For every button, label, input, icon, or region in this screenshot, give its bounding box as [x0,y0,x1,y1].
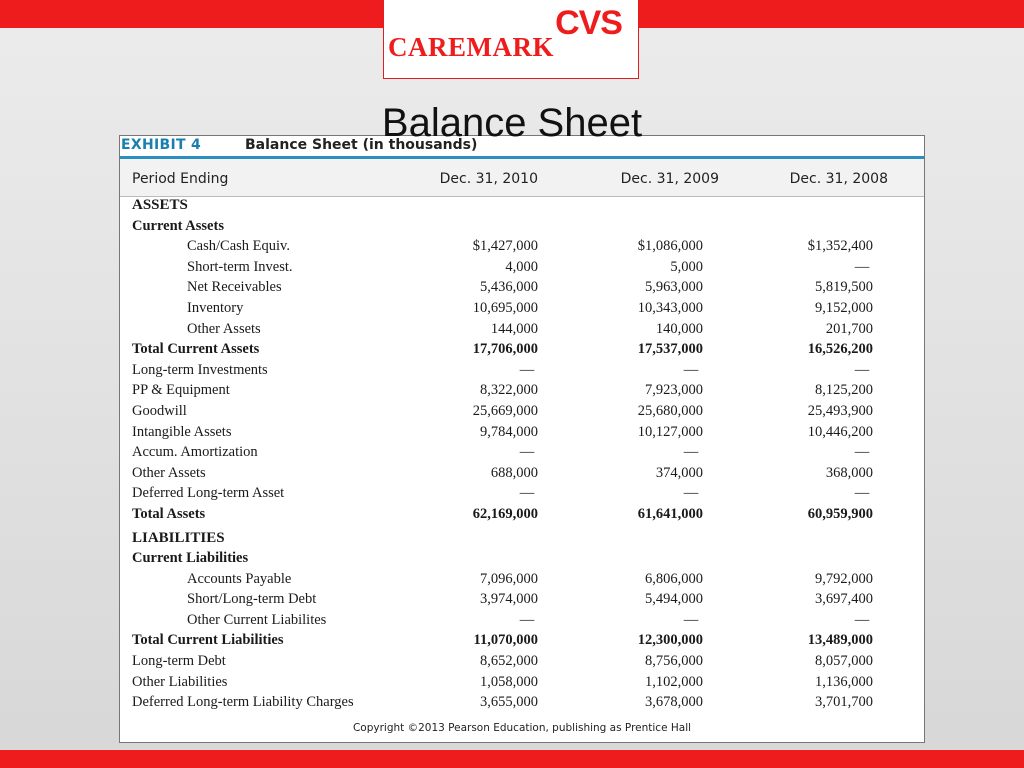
value-2010: 9,784,000 [480,423,538,440]
value-2009: 374,000 [655,464,703,481]
table-row [120,236,924,257]
table-row [120,277,924,298]
value-2009: 140,000 [655,320,703,337]
total-row [120,504,924,525]
row-label: Deferred Long-term Asset [132,485,285,502]
value-2008: — [854,611,870,628]
row-label: Other Assets [132,464,206,481]
value-2010: — [519,361,535,378]
table-row [120,672,924,693]
value-2009: — [683,361,699,378]
value-2010: — [519,444,535,461]
value-2009: 61,641,000 [637,505,703,522]
value-2008: 13,489,000 [807,632,873,649]
period-label: Period Ending [132,171,229,187]
value-2008: 201,700 [825,320,873,337]
value-2009: 6,806,000 [645,570,703,587]
row-label: Net Receivables [187,279,282,296]
row-label: Inventory [187,299,244,316]
subsection-current-assets [120,216,924,237]
value-2010: 144,000 [490,320,538,337]
value-2009: 10,343,000 [637,299,703,316]
slide-title: Balance Sheet [381,101,643,145]
period-2010: Dec. 31, 2010 [439,171,538,187]
value-2008: — [854,361,870,378]
value-2008: 5,819,500 [815,279,873,296]
value-2010: 688,000 [490,464,538,481]
table-row [120,442,924,463]
section-heading-assets [120,195,924,216]
value-2008: — [854,444,870,461]
table-row [120,483,924,504]
value-2010: 10,695,000 [472,299,538,316]
table-row [120,589,924,610]
row-label: Total Current Assets [132,341,260,358]
value-2008: 10,446,200 [807,423,873,440]
row-label: Accounts Payable [187,570,292,587]
value-2010: $1,427,000 [472,238,538,255]
value-2008: 1,136,000 [815,673,873,690]
logo-caremark-text: CAREMARK [388,32,554,62]
value-2010: — [519,485,535,502]
value-2010: — [519,611,535,628]
copyright-notice: Copyright ©2013 Pearson Education, publishing as Prentice Hall [352,722,692,734]
table-row [120,651,924,672]
value-2010: 4,000 [505,258,538,275]
row-label: Intangible Assets [132,423,232,440]
row-label: PP & Equipment [132,382,230,399]
value-2009: — [683,611,699,628]
value-2008: $1,352,400 [807,238,873,255]
balance-sheet-rows [120,195,924,713]
value-2010: 5,436,000 [480,279,538,296]
value-2009: 25,680,000 [637,402,703,419]
row-label: Cash/Cash Equiv. [187,238,290,255]
value-2009: $1,086,000 [637,238,703,255]
value-2009: 5,494,000 [645,591,703,608]
subsection-label: Current Liabilities [132,550,249,567]
table-row [120,380,924,401]
table-row [120,257,924,278]
subsection-current-liabilities [120,548,924,569]
table-row [120,319,924,340]
table-row [120,610,924,631]
row-label: Short/Long-term Debt [187,591,317,608]
table-row [120,422,924,443]
period-2008: Dec. 31, 2008 [789,171,888,187]
value-2010: 8,652,000 [480,653,538,670]
value-2009: 8,756,000 [645,653,703,670]
table-row [120,692,924,713]
value-2010: 1,058,000 [480,673,538,690]
section-label: LIABILITIES [132,529,225,546]
row-label: Goodwill [132,402,187,419]
total-row [120,630,924,651]
balance-sheet-exhibit [119,135,925,743]
value-2010: 7,096,000 [480,570,538,587]
bottom-red-bar [0,750,1024,768]
row-label: Long-term Investments [132,361,268,378]
value-2008: 25,493,900 [807,402,873,419]
value-2010: 11,070,000 [473,632,538,649]
logo-cvs-text: CVS [555,4,622,42]
row-label: Deferred Long-term Liability Charges [132,694,354,711]
row-label: Accum. Amortization [132,444,258,461]
exhibit-label: EXHIBIT 4 [121,137,202,153]
table-row [120,360,924,381]
value-2008: 60,959,900 [807,505,873,522]
value-2009: 12,300,000 [637,632,703,649]
value-2009: 10,127,000 [637,423,703,440]
row-label: Total Assets [132,505,206,522]
row-label: Long-term Debt [132,653,226,670]
period-header-row [120,159,924,197]
value-2008: 8,057,000 [815,653,873,670]
value-2009: 5,000 [670,258,703,275]
value-2010: 3,655,000 [480,694,538,711]
table-row [120,463,924,484]
value-2008: 3,697,400 [815,591,873,608]
section-heading-liabilities [120,528,924,549]
section-label: ASSETS [132,197,188,213]
value-2009: 3,678,000 [645,694,703,711]
row-label: Total Current Liabilities [132,632,284,649]
value-2008: — [854,258,870,275]
value-2009: 7,923,000 [645,382,703,399]
value-2009: — [683,485,699,502]
value-2010: 62,169,000 [472,505,538,522]
period-2009: Dec. 31, 2009 [620,171,719,187]
value-2010: 8,322,000 [480,382,538,399]
exhibit-caption: Balance Sheet (in thousands) [245,137,478,153]
value-2010: 17,706,000 [472,341,538,358]
value-2010: 3,974,000 [480,591,538,608]
value-2009: 17,537,000 [637,341,703,358]
value-2008: 368,000 [825,464,873,481]
total-row [120,339,924,360]
value-2010: 25,669,000 [472,402,538,419]
value-2008: 8,125,200 [815,382,873,399]
subsection-label: Current Assets [132,217,224,234]
value-2008: 9,152,000 [815,299,873,316]
table-row [120,569,924,590]
table-row [120,401,924,422]
value-2009: 1,102,000 [645,673,703,690]
table-row [120,298,924,319]
value-2009: — [683,444,699,461]
value-2008: 3,701,700 [815,694,873,711]
row-label: Short-term Invest. [187,258,293,275]
cvs-caremark-logo [383,0,639,79]
value-2008: 16,526,200 [807,341,873,358]
value-2008: 9,792,000 [815,570,873,587]
value-2009: 5,963,000 [645,279,703,296]
row-label: Other Assets [187,320,261,337]
value-2008: — [854,485,870,502]
row-label: Other Current Liabilites [187,611,327,628]
row-label: Other Liabilities [132,673,228,690]
